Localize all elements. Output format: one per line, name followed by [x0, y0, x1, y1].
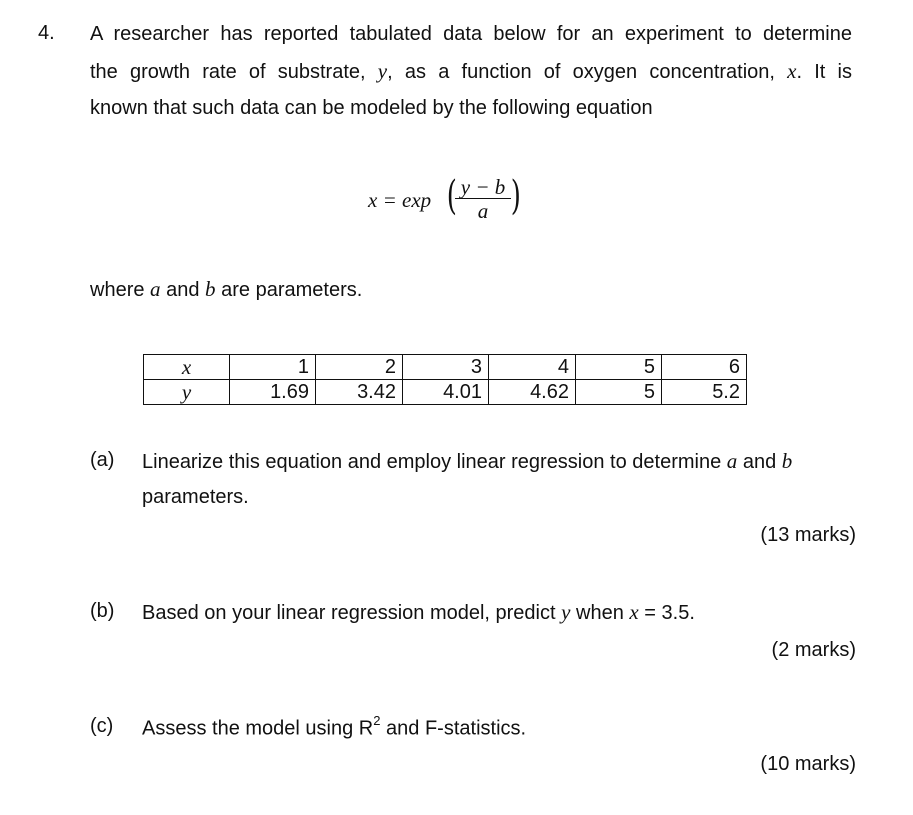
var-a: a: [150, 277, 161, 301]
intro-text-3: known that such data can be modeled by the following equation: [90, 97, 653, 119]
var-x: x: [787, 59, 797, 83]
part-a-label: (a): [90, 449, 115, 471]
y-cell-6: 5.2: [662, 380, 747, 405]
x-cell-6: 6: [662, 355, 747, 380]
var-b: b: [205, 277, 216, 301]
intro-line-3: [90, 96, 852, 133]
part-c-label: (c): [90, 715, 114, 737]
part-a-and: and: [742, 451, 777, 473]
equation-lhs: x = exp: [368, 188, 432, 212]
part-b-line: [142, 600, 695, 625]
part-c-marks: (10 marks): [760, 753, 856, 775]
part-a-marks: (13 marks): [760, 524, 856, 546]
equation-open-paren: (: [446, 173, 457, 219]
part-b-marks: (2 marks): [771, 639, 856, 661]
part-a-var-a: a: [726, 449, 738, 473]
x-cell-2: 2: [316, 355, 403, 380]
part-a-var-b: b: [781, 449, 793, 473]
intro-text-2b: , as a function of oxygen concentration,: [387, 61, 775, 83]
where-end: are parameters.: [221, 279, 363, 301]
part-b-value: = 3.5.: [644, 602, 695, 624]
row-label-y: y: [144, 380, 230, 405]
intro-text-1: A researcher has reported tabulated data below for an experiment to determine: [90, 23, 852, 45]
question-number: 4.: [38, 22, 55, 44]
part-a-line-1: [142, 449, 792, 474]
part-c-superscript: 2: [373, 713, 381, 728]
y-cell-5: 5: [576, 380, 662, 405]
part-a-text-1: Linearize this equation and employ linear regression to determine: [142, 451, 722, 473]
intro-line-2: [90, 59, 852, 96]
part-b-var-x: x: [629, 600, 639, 624]
where-text: where: [90, 279, 145, 301]
part-a-text-2: parameters.: [142, 486, 249, 508]
equation-numerator: y − b: [455, 176, 511, 199]
y-cell-4: 4.62: [489, 380, 576, 405]
part-c-text-2: and F-statistics.: [386, 717, 527, 740]
part-c-text-1: Assess the model using R: [142, 717, 374, 740]
part-b-label: (b): [90, 600, 115, 622]
y-cell-3: 4.01: [403, 380, 489, 405]
part-c-line: [142, 715, 526, 741]
y-cell-2: 3.42: [316, 380, 403, 405]
table-row-x: [144, 355, 747, 380]
x-cell-1: 1: [230, 355, 316, 380]
intro-text-2c: . It is: [796, 61, 853, 83]
x-cell-5: 5: [576, 355, 662, 380]
part-b-text-1: Based on your linear regression model, predict: [142, 602, 556, 624]
x-cell-3: 3: [403, 355, 489, 380]
data-table: [143, 354, 747, 405]
where-line: [90, 277, 362, 302]
where-and: and: [166, 279, 200, 301]
table-row-y: [144, 380, 747, 405]
y-cell-1: 1.69: [230, 380, 316, 405]
equation-denominator: a: [477, 199, 489, 223]
equation-fraction: [455, 176, 511, 223]
x-cell-4: 4: [489, 355, 576, 380]
intro-text-2a: the growth rate of substrate,: [90, 61, 366, 83]
var-y: y: [377, 59, 388, 83]
part-b-var-y: y: [561, 600, 571, 624]
row-label-x: x: [144, 355, 230, 380]
equation-close-paren: ): [510, 173, 521, 219]
part-b-when: when: [576, 602, 624, 624]
intro-line-1: [90, 22, 852, 59]
